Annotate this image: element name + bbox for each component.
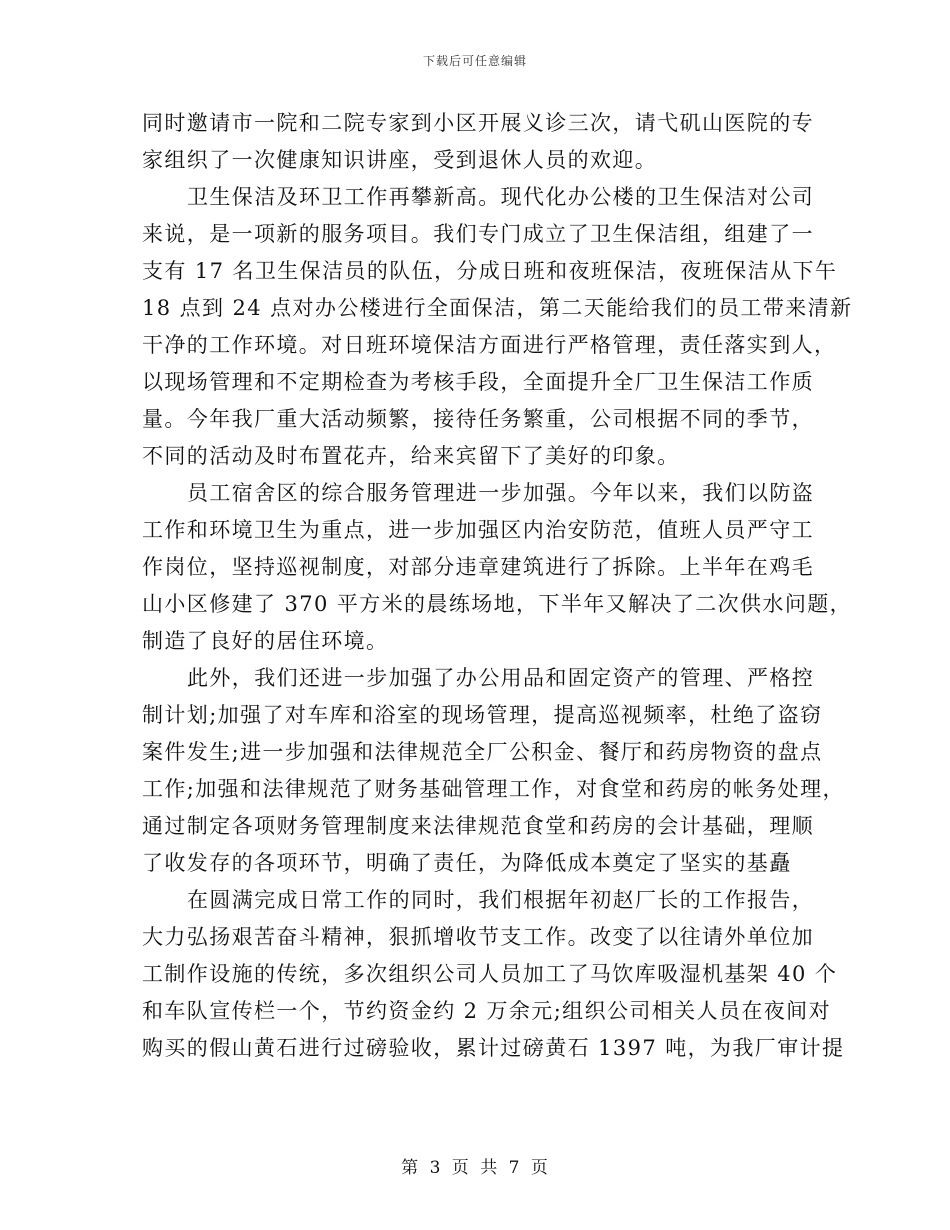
text-line: 山小区修建了 370 平方米的晨练场地，下半年又解决了二次供水问题， [142, 592, 853, 616]
text-line: 案件发生;进一步加强和法律规范全厂公积金、餐厅和药房物资的盘点 [142, 740, 823, 764]
page-label-suffix: 页 [530, 1158, 549, 1178]
document-body [142, 105, 853, 1067]
text-line: 18 点到 24 点对办公楼进行全面保洁，第二天能给我们的员工带来清新 [142, 296, 853, 320]
text-line: 干净的工作环境。对日班环境保洁方面进行严格管理，责任落实到人， [142, 333, 837, 357]
text-line: 以现场管理和不定期检查为考核手段，全面提升全厂卫生保洁工作质 [142, 370, 814, 394]
text-line: 工作和环境卫生为重点，进一步加强区内治安防范，值班人员严守工 [142, 518, 814, 542]
text-line: 购买的假山黄石进行过磅验收，累计过磅黄石 1397 吨，为我厂审计提 [142, 1036, 845, 1060]
paragraph-start-line: 在圆满完成日常工作的同时，我们根据年初赵厂长的工作报告， [187, 888, 815, 912]
page-label-total-prefix: 共 [480, 1158, 499, 1178]
text-line: 同时邀请市一院和二院专家到小区开展义诊三次，请弋矶山医院的专 [142, 111, 814, 135]
text-line: 作岗位，坚持巡视制度，对部分违章建筑进行了拆除。上半年在鸡毛 [142, 555, 814, 579]
text-line: 支有 17 名卫生保洁员的队伍，分成日班和夜班保洁，夜班保洁从下午 [142, 259, 838, 283]
page-footer [0, 1153, 950, 1178]
page-label-prefix: 第 [401, 1158, 420, 1178]
paragraph-start-line: 卫生保洁及环卫工作再攀新高。现代化办公楼的卫生保洁对公司 [187, 185, 815, 209]
page-total-number: 7 [508, 1158, 521, 1178]
text-line: 制计划;加强了对车库和浴室的现场管理，提高巡视频率，杜绝了盗窃 [142, 703, 823, 727]
paragraph-start-line: 员工宿舍区的综合服务管理进一步加强。今年以来，我们以防盗 [187, 481, 815, 505]
text-line: 工作;加强和法律规范了财务基础管理工作，对食堂和药房的帐务处理， [142, 777, 845, 801]
text-line: 工制作设施的传统，多次组织公司人员加工了马饮库吸湿机基架 40 个 [142, 962, 838, 986]
text-line: 大力弘扬艰苦奋斗精神，狠抓增收节支工作。改变了以往请外单位加 [142, 925, 814, 949]
page-header: 下载后可任意编辑 [422, 54, 527, 68]
paragraph-start-line: 此外，我们还进一步加强了办公用品和固定资产的管理、严格控 [187, 666, 815, 690]
text-line: 量。今年我厂重大活动频繁，接待任务繁重，公司根据不同的季节， [142, 407, 814, 431]
text-line: 来说，是一项新的服务项目。我们专门成立了卫生保洁组，组建了一 [142, 222, 814, 246]
text-line: 制造了良好的居住环境。 [142, 629, 389, 653]
text-line: 了收发存的各项环节，明确了责任，为降低成本奠定了坚实的基矗 [142, 851, 792, 875]
page-label-mid: 页 [451, 1158, 470, 1178]
text-line: 和车队宣传栏一个，节约资金约 2 万余元;组织公司相关人员在夜间对 [142, 999, 831, 1023]
page-current-number: 3 [429, 1158, 442, 1178]
text-line: 不同的活动及时布置花卉，给来宾留下了美好的印象。 [142, 444, 680, 468]
text-line: 通过制定各项财务管理制度来法律规范食堂和药房的会计基础，理顺 [142, 814, 814, 838]
text-line: 家组织了一次健康知识讲座，受到退休人员的欢迎。 [142, 148, 658, 172]
